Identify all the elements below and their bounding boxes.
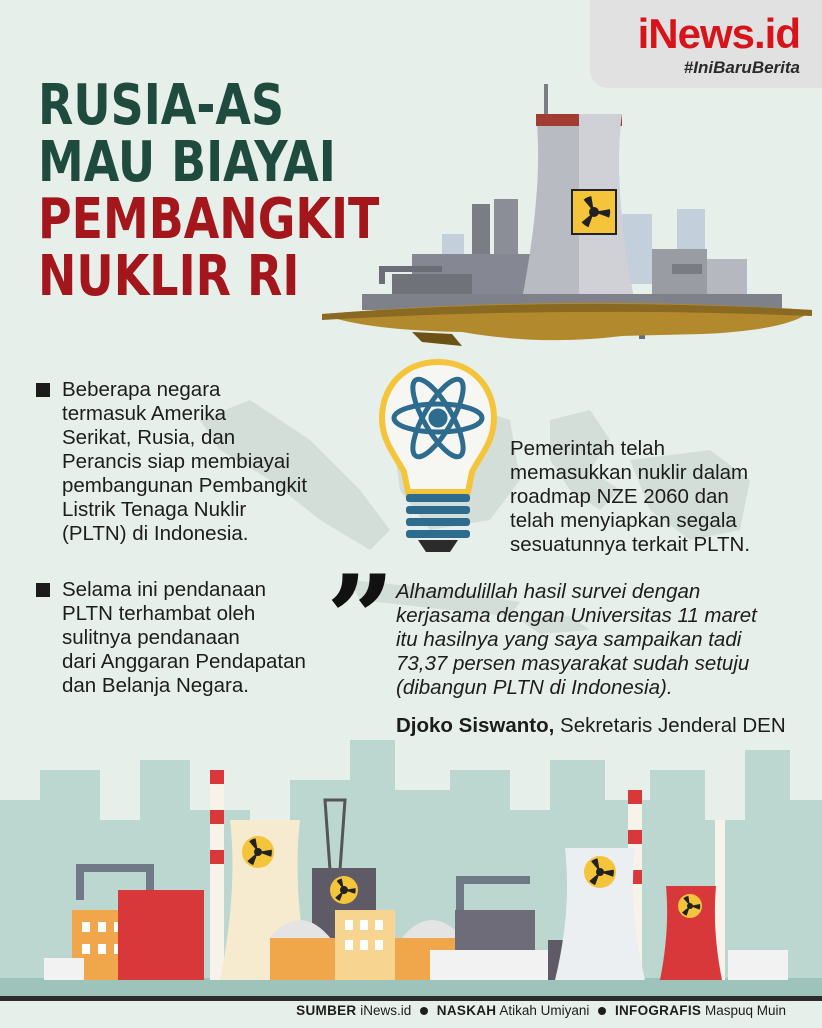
- brand-badge: [590, 0, 822, 88]
- quote-mark-icon: ”: [326, 549, 396, 690]
- separator-dot-icon: [598, 1007, 606, 1015]
- government-note: Pemerintah telah memasukkan nuklir dalam roadmap NZE 2060 dan telah menyiapkan segala sesuatunnya terkait PLTN.: [510, 437, 751, 556]
- quote-attribution: [396, 714, 786, 738]
- bullet-text: Beberapa negara termasuk Amerika Serikat, Rusia, dan Perancis siap membiayai pembangunan Pembangkit Listrik Tenaga Nuklir (PLTN) di Indonesia.: [62, 378, 308, 545]
- radiation-icon: [572, 190, 616, 234]
- title-line-3: PEMBANGKIT: [38, 187, 380, 252]
- title-line-4: NUKLIR RI: [38, 244, 300, 309]
- quote-text: Alhamdulillah hasil survei dengan kerjasama dengan Universitas 11 maret itu hasilnya yang saya sampaikan tadi 73,37 persen masyarakat sudah setuju (dibangun PLTN di Indonesia).: [396, 580, 757, 699]
- nuclear-plant-illustration: [322, 84, 812, 354]
- separator-dot-icon: [420, 1007, 428, 1015]
- writer-value: Atikah Umiyani: [499, 1003, 590, 1018]
- title-line-2: MAU BIAYAI: [38, 130, 336, 195]
- bullet-financing-countries: [62, 378, 362, 546]
- brand-logo: iNews.id: [637, 10, 800, 57]
- bullet-square-icon: [36, 383, 50, 397]
- writer-label: NASKAH: [436, 1003, 497, 1018]
- lightbulb-icon: [378, 356, 498, 556]
- graphics-value: Maspuq Muin: [704, 1003, 786, 1018]
- quote-role: Sekretaris Jenderal DEN: [560, 714, 786, 737]
- source-value: iNews.id: [360, 1003, 412, 1018]
- footer-credits: [296, 1003, 786, 1018]
- quote-speaker: Djoko Siswanto,: [396, 714, 555, 737]
- graphics-label: INFOGRAFIS: [614, 1003, 702, 1018]
- bullet-funding-obstacle: [62, 578, 362, 698]
- bullet-square-icon: [36, 583, 50, 597]
- title-line-1: RUSIA-AS: [38, 73, 285, 138]
- source-label: SUMBER: [296, 1003, 357, 1018]
- industrial-cityscape-illustration: [0, 740, 822, 996]
- brand-tagline: #IniBaruBerita: [683, 58, 800, 77]
- bullet-text: Selama ini pendanaan PLTN terhambat oleh sulitnya pendanaan dari Anggaran Pendapatan dan Belanja Negara.: [62, 578, 306, 697]
- footer-divider: [0, 996, 822, 1001]
